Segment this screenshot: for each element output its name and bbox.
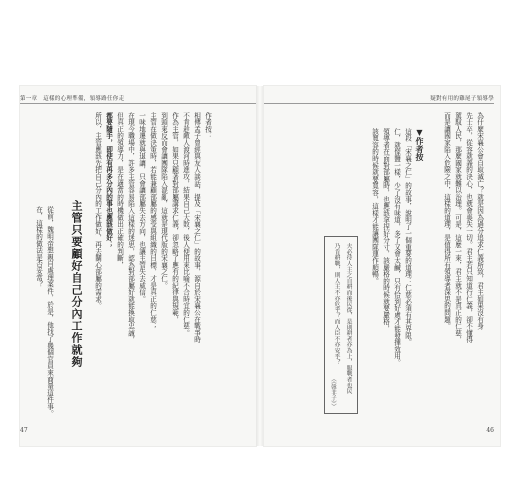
body-column: 一味地遷就與退讓，只會讓部屬失去方向，也讓主管失去威信。 (137, 112, 146, 303)
right-running-head: 疑對有用的雞尾子領導學 (430, 96, 494, 102)
body-column: 不肯趁敵人渡河時進攻，結果自己大敗，後人便用來比喻不合時宜的仁慈。 (181, 112, 190, 337)
body-column: 作為主管，如果只顧著對部屬講求仁義，卻忽略了應有的紀律與規範， (170, 112, 179, 323)
body-column: 而是讓國家陷入危險之中，這樣的道理，是值得所有領導者深思的問題。 (442, 112, 451, 330)
body-column: 為什麼宋襄公會自取滅亡？就是因為過分追求仁義所致，君主如果沒有身 (475, 112, 484, 330)
quote-box (324, 236, 358, 414)
note-column: 領導者在面對部屬時，也應該拿捏好分寸，該嚴格的時候就要嚴格， (381, 128, 390, 332)
left-running-head: 第一章 這樣的心理準備，領導路任你走 (20, 96, 125, 102)
body-column: 相傳孟子曾經與友人談話，提及「宋襄之仁」的故事，源自於宋襄公在戰爭時 (192, 112, 201, 344)
body-column: 在現今職場中，許多主管容易陷入這樣的迷思，認為對部屬好就能換取忠誠， (126, 112, 135, 344)
page-number-left: 47 (20, 427, 28, 434)
left-header-rule (20, 103, 256, 104)
body-column: 到頭來反而會讓團隊陷入混亂，這就是現代版的宋襄之仁。 (159, 112, 168, 289)
note-title: ▼作者按 (415, 128, 424, 161)
body-column: 作者按： (203, 112, 212, 140)
body-column: 但真正的領導力，是在適當的時機做出正確的判斷， (115, 112, 124, 269)
note-column: 這段「宋襄之仁」的故事，說明了一個重要的道理：仁慈必須有其界限。 (403, 128, 412, 346)
note-column: 仁，就像鹽一樣，少了沒有味道，多了又會太鹹，只有恰到好處才能發揮效用。 (392, 128, 401, 366)
book-gutter (256, 86, 264, 446)
right-page (264, 86, 500, 446)
body-column-emphasis: 都要隨手，即使有再多分內的事也應該做好； (104, 112, 113, 248)
quote-source: （《韓非子》） (330, 376, 336, 409)
body-column: 先士卒，從容就義的決心，也就會喪失一切。君主若只知道行仁義，卻不懂得 (464, 112, 473, 344)
intro-column: 從前，魏明帝想親自處理案件，於是，他找了幾個官員來商量這件事。 (45, 206, 54, 417)
note-column: 該寬容的時候就要寬容，這樣才能讓團隊運作順暢。 (370, 128, 379, 285)
body-column: 駕馭人民，那麼國家就難以治理。可是，這麼一來，君主就不是真正的仁慈， (453, 112, 462, 344)
body-column: 主管在做決策時，若能兼顧部屬的感受與組織的目標，才是真正的仁慈； (148, 112, 157, 330)
quote-line: 夫必待人主之自耕而後民從，是則耕者亦為上，服戰者也民 (345, 243, 351, 394)
intro-column: 在，這樣的做法是否妥當？ (34, 206, 43, 288)
right-header-rule (264, 103, 494, 104)
page-number-right: 46 (486, 427, 494, 434)
left-page (20, 86, 256, 446)
section-heading: 主管只要顧好自己分內工作就夠 (70, 200, 83, 368)
body-column: 所以，主管應該先把自己分內的工作做好，再去關心部屬的需求。 (93, 112, 102, 310)
quote-line: 乃肯耕戰，則人主不亦危乎？而人臣不亦安乎？ (333, 243, 339, 365)
